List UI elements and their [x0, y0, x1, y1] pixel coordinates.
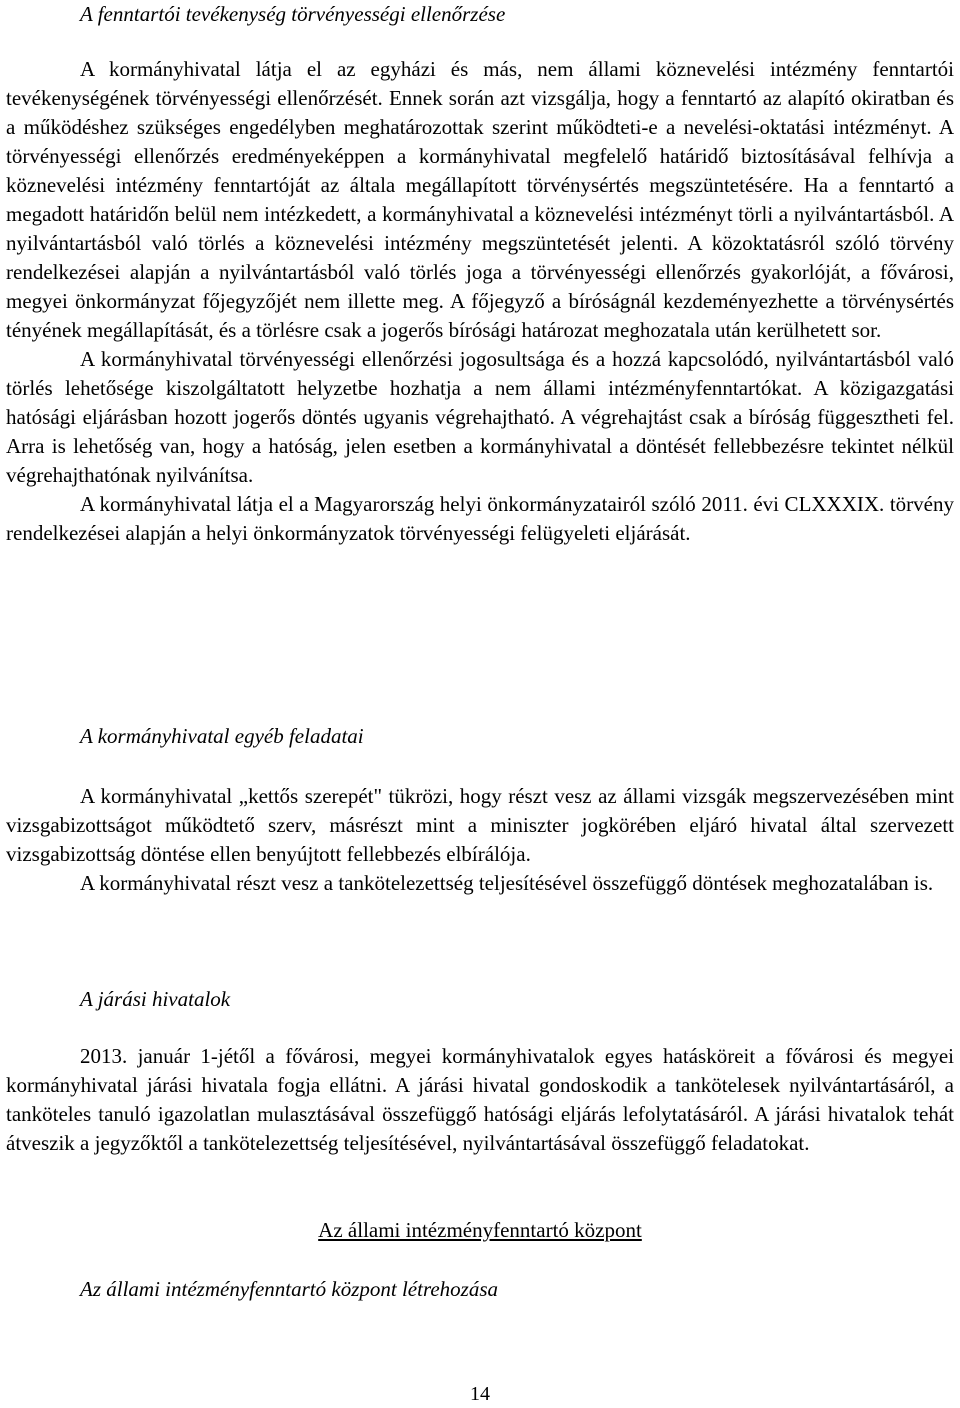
paragraph-fenntartoi-3: A kormányhivatal látja el a Magyarország helyi önkormányzatairól szóló 2011. évi CLXXXIX. törvény rendelkezései alapján a helyi önkormányzatok törvényességi felügyeleti eljárását.: [6, 492, 954, 545]
paragraph-jarasi: 2013. január 1-jétől a fővárosi, megyei kormányhivatalok egyes hatásköreit a fővárosi és megyei kormányhivatal járási hivatala fogja ellátni. A járási hivatal gondoskodik a tankötelesek nyilvántartásáról, a tanköteles tanuló igazolatlan mulasztásával összefüggő hatósági eljárás lefolytatásáról. A járási hivatalok tehát átveszik a jegyzőktől a tankötelezettség teljesítésével, nyilvántartásával összefüggő feladatokat.: [6, 1044, 954, 1155]
paragraph-fenntartoi-1: A kormányhivatal látja el az egyházi és más, nem állami köznevelési intézmény fenntartói tevékenységének törvényességi ellenőrzését. Ennek során azt vizsgálja, hogy a fenntartó az alapító okiratban és a működéshez szükséges engedélyben meghatározottak szerint működteti-e a nevelési-oktatási intézményt. A törvényességi ellenőrzés eredményeképpen a kormányhivatal megfelelő határidő biztosításával felhívja a köznevelési intézmény fenntartóját az általa megállapított törvénysértés megszüntetésére. Ha a fenntartó a megadott határidőn belül nem intézkedett, a kormányhivatal a köznevelési intézményt törli a nyilvántartásból. A nyilvántartásból való törlés a köznevelési intézmény megszüntetését jelenti. A közoktatásról szóló törvény rendelkezései alapján a nyilvántartásból való törlés joga a törvényességi ellenőrzés gyakorlóját, a fővárosi, megyei önkormányzat főjegyzőjét nem illette meg. A főjegyző a bíróságnál kezdeményezhette a törvénysértés tényének megállapítását, és a törlésre csak a jogerős bírósági határozat meghozatala után kerülhetett sor.: [6, 57, 954, 342]
heading-jarasi-hivatalok: A járási hivatalok: [80, 987, 231, 1011]
heading-kozpont-letrehozasa: Az állami intézményfenntartó központ létrehozása: [80, 1277, 499, 1301]
heading-allami-kozpont: Az állami intézményfenntartó központ: [318, 1218, 642, 1242]
paragraph-fenntartoi-2: A kormányhivatal törvényességi ellenőrzési jogosultsága és a hozzá kapcsolódó, nyilvántartásból való törlés lehetősége kiszolgáltatott helyzetbe hozhatja a nem állami intézményfenntartókat. A közigazgatási hatósági eljárásban hozott jogerős döntés ugyanis végrehajtható. A végrehajtást csak a bíróság függesztheti fel. Arra is lehetőség van, hogy a hatóság, jelen esetben a kormányhivatal a döntését fellebbezésre tekintet nélkül végrehajthatónak nyilvánítsa.: [6, 347, 954, 487]
paragraph-egyeb-1: A kormányhivatal „kettős szerepét" tükrözi, hogy részt vesz az állami vizsgák megszervezésében mint vizsgabizottságot működtető szerv, másrészt mint a miniszter jogkörében eljáró hivatal által szervezett vizsgabizottság döntése ellen benyújtott fellebbezés elbírálója.: [6, 784, 954, 866]
paragraph-egyeb-2: A kormányhivatal részt vesz a tankötelezettség teljesítésével összefüggő döntések meghozatalában is.: [80, 871, 934, 895]
page-number: 14: [470, 1383, 490, 1405]
heading-fenntartoi: A fenntartói tevékenység törvényességi ellenőrzése: [80, 2, 506, 26]
heading-egyeb-feladatai: A kormányhivatal egyéb feladatai: [80, 724, 364, 748]
